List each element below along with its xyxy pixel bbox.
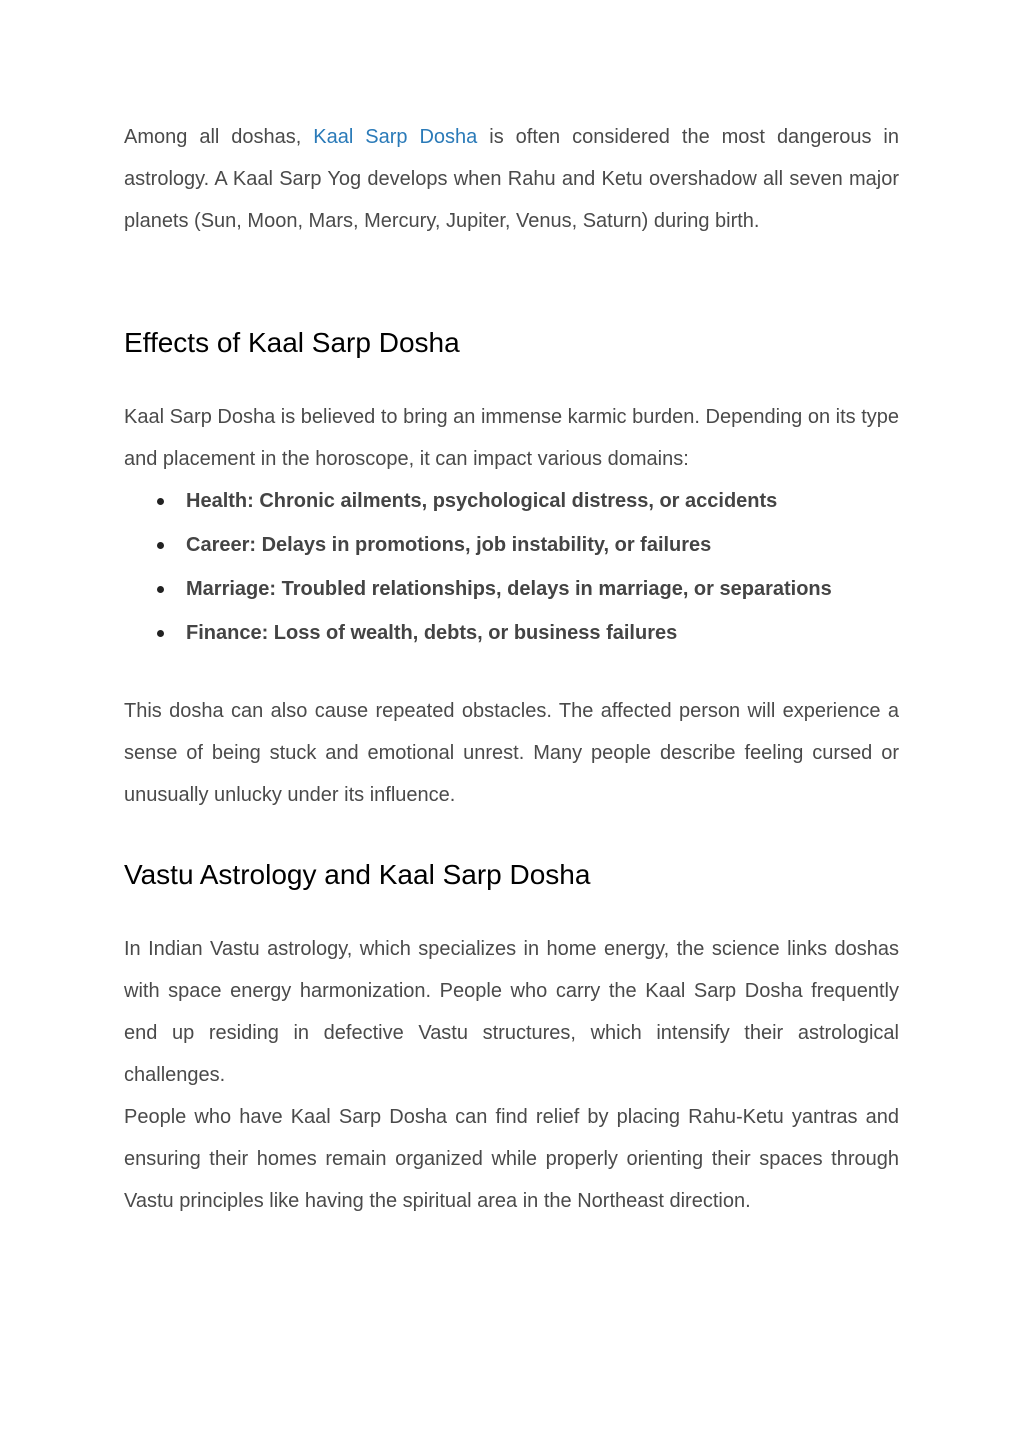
bullet-icon	[157, 498, 164, 505]
effects-intro-paragraph: Kaal Sarp Dosha is believed to bring an immense karmic burden. Depending on its type and placement in the horoscope, it can impact various domains:	[124, 406, 899, 470]
bullet-icon	[157, 586, 164, 593]
effects-outro-paragraph: This dosha can also cause repeated obstacles. The affected person will experience a sense of being stuck and emotional unrest. Many people describe feeling cursed or unusually unlucky under its influence.	[124, 700, 899, 806]
effects-heading: Effects of Kaal Sarp Dosha	[124, 327, 460, 358]
list-item	[124, 611, 899, 655]
list-item-text: Marriage: Troubled relationships, delays in marriage, or separations	[186, 578, 832, 600]
list-item	[124, 567, 899, 611]
vastu-paragraph-1: In Indian Vastu astrology, which specializes in home energy, the science links doshas with space energy harmonization. People who carry the Kaal Sarp Dosha frequently end up residing in defective Vastu structures, which intensify their astrological challenges.	[124, 938, 899, 1086]
vastu-heading: Vastu Astrology and Kaal Sarp Dosha	[124, 859, 591, 890]
bullet-icon	[157, 542, 164, 549]
kaal-sarp-dosha-link[interactable]: Kaal Sarp Dosha	[313, 126, 478, 148]
intro-text-after: is often considered the most dangerous in astrology. A Kaal Sarp Yog develops when Rahu and Ketu overshadow all seven major planets (Sun, Moon, Mars, Mercury, Jupiter, Venus, Saturn) during birth.	[124, 126, 899, 232]
list-item-text: Health: Chronic ailments, psychological distress, or accidents	[186, 490, 778, 512]
list-item	[124, 479, 899, 523]
intro-paragraph	[124, 116, 899, 242]
list-item-text: Career: Delays in promotions, job instability, or failures	[186, 534, 712, 556]
vastu-paragraph-2: People who have Kaal Sarp Dosha can find relief by placing Rahu-Ketu yantras and ensuring their homes remain organized while properly orienting their spaces through Vastu principles like having the spiritual area in the Northeast direction.	[124, 1106, 899, 1212]
effects-list	[124, 479, 899, 655]
list-item-text: Finance: Loss of wealth, debts, or business failures	[186, 622, 678, 644]
bullet-icon	[157, 630, 164, 637]
intro-text-before: Among all doshas,	[124, 126, 314, 148]
list-item	[124, 523, 899, 567]
